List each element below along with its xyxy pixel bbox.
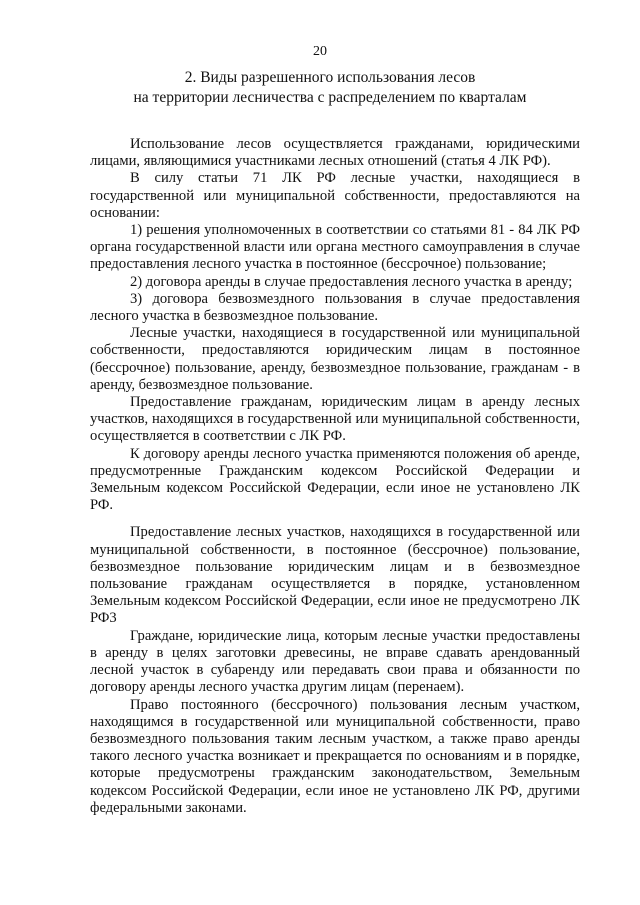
section-heading-line-2: на территории лесничества с распределением по кварталам	[133, 89, 527, 106]
paragraph: К договору аренды лесного участка применяются положения об аренде, предусмотренные Гражданским кодексом Российской Федерации и Земельным кодексом Российской Федерации, если иное не установлено ЛК РФ.	[90, 445, 580, 514]
paragraph: В силу статьи 71 ЛК РФ лесные участки, находящиеся в государственной или муниципальной собственности, предоставляются на основании:	[90, 170, 580, 221]
paragraph: Право постоянного (бессрочного) пользования лесным участком, находящимся в государственной или муниципальной собственности, право безвозмездного пользования таким лесным участком, а также право аренды такого лесного участка возникает и прекращается по основаниям и в порядке, которые предусмотрены гражданским законодательством, Земельным кодексом Российской Федерации, если иное не установлено ЛК РФ, другими федеральными законами.	[90, 696, 580, 816]
paragraph: 2) договора аренды в случае предоставления лесного участка в аренду;	[130, 273, 573, 290]
paragraph: Предоставление лесных участков, находящихся в государственной или муниципальной собственности, в постоянное (бессрочное) пользование, безвозмездное пользование юридическим лицам и в безвозмездное пользование гражданам осуществляется в порядке, установленном Земельным кодексом Российской Федерации, если иное не предусмотрено ЛК РФ3	[90, 524, 580, 627]
page-number: 20	[313, 44, 327, 59]
paragraph: Граждане, юридические лица, которым лесные участки предоставлены в аренду в целях заготовки древесины, не вправе сдавать арендованный лесной участок в субаренду или передавать свои права и обязанности по договору аренды лесного участка другим лицам (перенаем).	[90, 627, 580, 696]
document-body	[90, 136, 580, 817]
paragraph: Использование лесов осуществляется гражданами, юридическими лицами, являющимися участниками лесных отношений (статья 4 ЛК РФ).	[90, 136, 580, 170]
paragraph: Лесные участки, находящиеся в государственной или муниципальной собственности, предоставляются юридическим лицам в постоянное (бессрочное) пользование, аренду, безвозмездное пользование, гражданам - в аренду, безвозмездное пользование.	[90, 325, 580, 393]
paragraph: 3) договора безвозмездного пользования в случае предоставления лесного участка в безвозмездное пользование.	[90, 290, 580, 325]
paragraph: Предоставление гражданам, юридическим лицам в аренду лесных участков, находящихся в государственной или муниципальной собственности, осуществляется в соответствии с ЛК РФ.	[90, 394, 580, 445]
section-heading-line-1: 2. Виды разрешенного использования лесов	[184, 69, 476, 86]
paragraph: 1) решения уполномоченных в соответствии со статьями 81 - 84 ЛК РФ органа государственной власти или органа местного самоуправления в случае предоставления лесного участка в постоянное (бессрочное) пользование;	[90, 222, 580, 273]
section-heading	[60, 68, 600, 108]
